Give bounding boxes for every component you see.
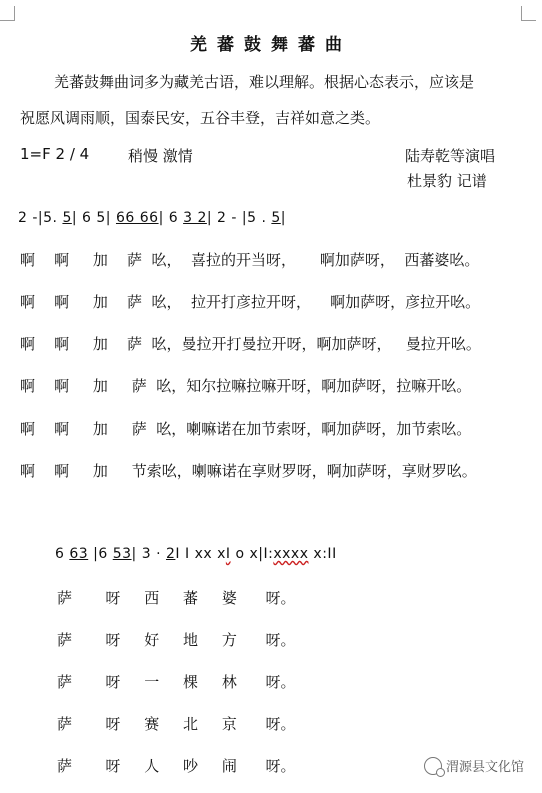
lyric-line: 啊 啊 加 萨 吆， 喜拉的开当呀， 啊加萨呀， 西蕃婆吆。 [20,251,480,269]
singer-credit: 陆寿乾等演唱 [405,147,496,165]
tempo-marking: 稍慢 激情 [128,147,193,165]
page-corner-mark [0,6,15,21]
lyric-line: 萨 呀 西 蕃 婆 呀。 [57,589,296,607]
lyric-line: 啊 啊 加 萨 吆，曼拉开打曼拉开呀，啊加萨呀， 曼拉开吆。 [20,335,481,353]
lyric-line: 啊 啊 加 萨 吆，喇嘛诺在加节索呀，啊加萨呀，加节索吆。 [20,420,472,438]
notation-line-2: 6 63 |6 53| 3 · 2I I xx xI o x|I:xxxx x:II [55,546,337,562]
lyric-line: 萨 呀 一 棵 林 呀。 [57,673,296,691]
notation-line-1: 2 -|5. 5| 6 5| 66 66| 6 3 2| 2 - |5 . 5| [18,210,287,226]
page-title: 羌蕃鼓舞蕃曲 [190,35,352,55]
intro-paragraph-line: 羌蕃鼓舞曲词多为藏羌古语，难以理解。根据心态表示，应该是 [54,73,475,91]
lyric-line: 啊 啊 加 萨 吆， 拉开打彦拉开呀， 啊加萨呀，彦拉开吆。 [20,293,481,311]
lyric-line: 萨 呀 好 地 方 呀。 [57,631,296,649]
lyric-line: 萨 呀 人 吵 闹 呀。 [57,757,296,775]
page-corner-mark [521,6,536,21]
intro-paragraph-line: 祝愿风调雨顺，国泰民安，五谷丰登，吉祥如意之类。 [20,109,381,127]
lyric-line: 啊 啊 加 节索吆，喇嘛诺在享财罗呀，啊加萨呀，享财罗吆。 [20,462,477,480]
lyric-line: 啊 啊 加 萨 吆，知尔拉嘛拉嘛开呀，啊加萨呀，拉嘛开吆。 [20,377,472,395]
watermark-text: 渭源县文化馆 [446,760,525,775]
lyric-line: 萨 呀 赛 北 京 呀。 [57,715,296,733]
watermark [424,756,524,775]
notator-credit: 杜景豹 记谱 [407,172,487,190]
key-signature: 1=F 2 / 4 [20,145,90,163]
wechat-icon [424,757,442,775]
